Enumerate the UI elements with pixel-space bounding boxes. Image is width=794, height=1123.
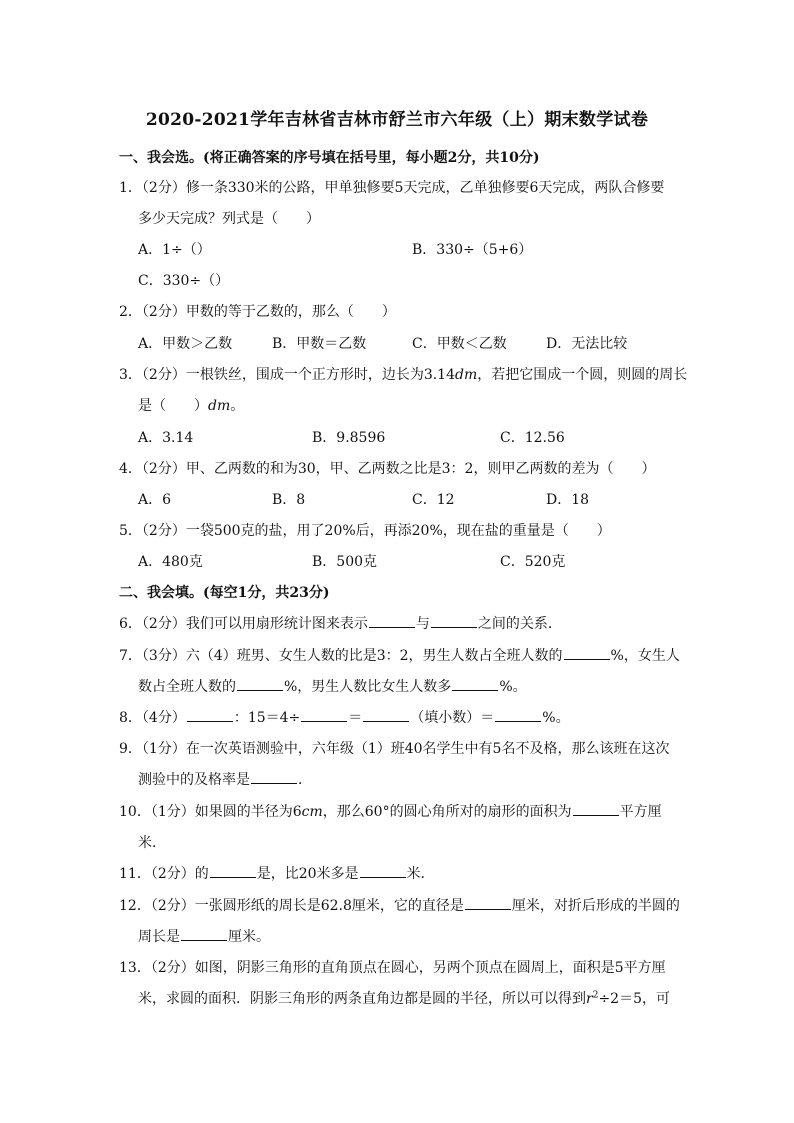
question-13-exp: 2 xyxy=(592,990,599,1001)
question-1-text-cont: 多少天完成？列式是（ ） xyxy=(138,211,320,227)
question-5-option-c: C．520克 xyxy=(500,554,566,570)
question-12-p4: 厘米。 xyxy=(228,929,270,945)
question-6-p1: 6．（2分）我们可以用扇形统计图来表示 xyxy=(119,616,368,632)
question-9-text: 9．（1分）在一次英语测验中，六年级（1）班40名学生中有5名不及格，那么该班在这次 xyxy=(119,741,670,757)
question-13-text-cont xyxy=(138,988,698,1008)
question-11-p1: 11．（2分）的 xyxy=(119,866,209,882)
question-3-unit-2: dm xyxy=(208,398,231,414)
question-3-option-a: A．3.14 xyxy=(138,430,194,446)
question-10-p3: 平方厘 xyxy=(619,804,662,820)
answer-blank[interactable] xyxy=(360,863,406,878)
answer-blank[interactable] xyxy=(237,676,283,691)
question-3-text xyxy=(119,364,688,384)
question-4-option-b: B．8 xyxy=(272,492,306,508)
question-3-cont-a: 是（ ） xyxy=(138,398,208,414)
answer-blank[interactable] xyxy=(431,613,477,628)
question-10-text-cont: 米． xyxy=(138,835,166,851)
question-10-p2: ，那么60°的圆心角所对的扇形的面积为 xyxy=(322,804,572,820)
question-6-p2: 与 xyxy=(415,616,430,632)
question-1-option-b: B．330÷（5+6） xyxy=(412,242,533,258)
question-1-option-a: A．1÷（） xyxy=(138,242,211,258)
question-10-unit: cm xyxy=(301,804,323,820)
answer-blank[interactable] xyxy=(573,801,619,816)
question-3-cont-b: 。 xyxy=(230,398,245,414)
question-3-text-a: 3．（2分）一根铁丝，围成一个正方形时，边长为3.14 xyxy=(119,367,455,383)
question-5-option-b: B．500克 xyxy=(312,554,378,570)
question-10-text xyxy=(119,801,679,821)
question-12-text xyxy=(119,895,679,915)
question-12-p3: 周长是 xyxy=(138,929,180,945)
question-2-option-d: D．无法比较 xyxy=(546,336,628,352)
question-8-p1: 8．（4分） xyxy=(119,710,186,726)
question-6-text xyxy=(119,613,679,633)
question-7-text-cont xyxy=(138,676,698,696)
question-11-p3: 米． xyxy=(406,866,435,882)
question-12-text-cont xyxy=(138,926,698,946)
question-11-text xyxy=(119,863,679,883)
question-2-text: 2．（2分）甲数的等于乙数的，那么（ ） xyxy=(119,304,396,320)
question-9-p2: 测验中的及格率是 xyxy=(138,772,250,788)
question-5-option-a: A．480克 xyxy=(138,554,203,570)
question-2-option-b: B．甲数＝乙数 xyxy=(272,336,367,352)
question-3-unit: dm xyxy=(455,367,478,383)
question-6-p3: 之间的关系． xyxy=(477,616,562,632)
question-1-option-c: C．330÷（） xyxy=(138,273,230,289)
question-7-p4: %，男生人数比女生人数多 xyxy=(284,679,452,695)
question-2-option-a: A．甲数＞乙数 xyxy=(138,336,233,352)
answer-blank[interactable] xyxy=(452,676,498,691)
question-13-cont-b: ÷2＝5，可 xyxy=(598,991,670,1007)
question-4-option-a: A．6 xyxy=(138,492,172,508)
question-12-p1: 12．（2分）一张圆形纸的周长是62.8厘米，它的直径是 xyxy=(119,898,464,914)
question-4-option-c: C．12 xyxy=(412,492,455,508)
question-8-p5: %。 xyxy=(542,710,570,726)
section-heading-choice: 一、我会选。(将正确答案的序号填在括号里，每小题2分，共10分) xyxy=(119,150,540,166)
question-9-p3: ． xyxy=(298,772,312,788)
question-9-text-cont xyxy=(138,769,698,789)
answer-blank[interactable] xyxy=(187,707,233,722)
question-8-p4: （填小数）＝ xyxy=(410,710,495,726)
question-13-var: r xyxy=(586,991,593,1007)
question-7-text xyxy=(119,645,679,665)
answer-blank[interactable] xyxy=(210,863,256,878)
question-2-option-c: C．甲数＜乙数 xyxy=(412,336,507,352)
question-3-option-b: B．9.8596 xyxy=(312,430,386,446)
answer-blank[interactable] xyxy=(181,926,227,941)
page-title: 2020-2021学年吉林省吉林市舒兰市六年级（上）期末数学试卷 xyxy=(145,110,649,130)
answer-blank[interactable] xyxy=(564,645,610,660)
question-10-p1: 10．（1分）如果圆的半径为6 xyxy=(119,804,302,820)
answer-blank[interactable] xyxy=(301,707,347,722)
answer-blank[interactable] xyxy=(465,895,511,910)
answer-blank[interactable] xyxy=(495,707,541,722)
answer-blank[interactable] xyxy=(369,613,415,628)
question-7-p5: %。 xyxy=(499,679,527,695)
question-4-option-d: D．18 xyxy=(546,492,590,508)
question-7-p3: 数占全班人数的 xyxy=(138,679,236,695)
section-heading-fill: 二、我会填。(每空1分，共23分) xyxy=(119,585,330,601)
question-3-text-b: ，若把它围成一个圆，则圆的周长 xyxy=(477,367,688,383)
question-13-text: 13．（2分）如图，阴影三角形的直角顶点在圆心，另两个顶点在圆周上，面积是5平方厘 xyxy=(119,960,666,976)
question-8-p2: ：15＝4÷ xyxy=(233,710,301,726)
answer-blank[interactable] xyxy=(251,769,297,784)
question-5-text: 5．（2分）一袋500克的盐，用了20%后，再添20%，现在盐的重量是（ ） xyxy=(119,523,611,539)
question-8-p3: ＝ xyxy=(348,710,363,726)
question-7-p2: %，女生人 xyxy=(610,648,680,664)
question-1-text: 1．（2分）修一条330米的公路，甲单独修要5天完成，乙单独修要6天完成，两队合修要 xyxy=(119,180,665,196)
question-13-cont-a: 米，求圆的面积．阴影三角形的两条直角边都是圆的半径，所以可以得到 xyxy=(138,991,586,1007)
question-3-option-c: C．12.56 xyxy=(500,430,565,446)
question-12-p2: 厘米，对折后形成的半圆的 xyxy=(511,898,680,914)
question-8-text xyxy=(119,707,679,727)
question-7-p1: 7．（3分）六（4）班男、女生人数的比是3：2，男生人数占全班人数的 xyxy=(119,648,563,664)
question-4-text: 4．（2分）甲、乙两数的和为30，甲、乙两数之比是3：2，则甲乙两数的差为（ ） xyxy=(119,461,656,477)
answer-blank[interactable] xyxy=(363,707,409,722)
question-11-p2: 是，比20米多是 xyxy=(256,866,359,882)
question-3-text-cont xyxy=(138,395,698,415)
